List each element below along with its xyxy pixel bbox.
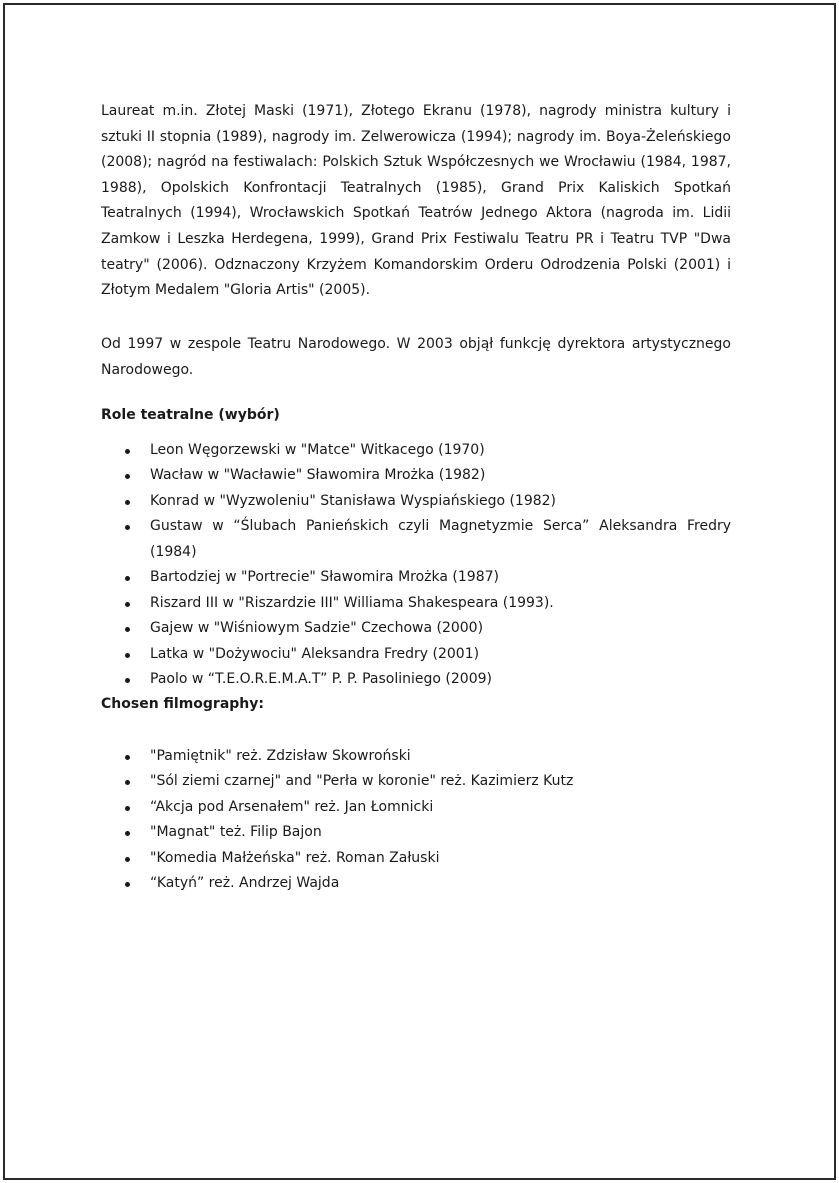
list-item: "Pamiętnik" reż. Zdzisław Skowroński xyxy=(101,744,731,770)
list-item: Paolo w “T.E.O.R.E.M.A.T” P. P. Pasoliniego (2009) xyxy=(101,667,731,693)
list-item: Gustaw w “Ślubach Panieńskich czyli Magnetyzmie Serca” Aleksandra Fredry (1984) xyxy=(101,514,731,565)
filmography-list xyxy=(101,744,731,897)
list-item: “Katyń” reż. Andrzej Wajda xyxy=(101,871,731,897)
list-item: “Akcja pod Arsenałem" reż. Jan Łomnicki xyxy=(101,795,731,821)
theatre-paragraph: Od 1997 w zespole Teatru Narodowego. W 2003 objął funkcję dyrektora artystycznego Narodowego. xyxy=(101,335,731,378)
list-item: "Magnat" też. Filip Bajon xyxy=(101,820,731,846)
list-item: Leon Węgorzewski w "Matce" Witkacego (1970) xyxy=(101,438,731,464)
bio-paragraph: Laureat m.in. Złotej Maski (1971), Złotego Ekranu (1978), nagrody ministra kultury i sztuki II stopnia (1989), nagrody im. Zelwerowicza (1994); nagrody im. Boya-Żeleńskiego (2008); nagród na festiwalach: Polskich Sztuk Współczesnych we Wrocławiu (1984, 1987, 1988), Opolskich Konfrontacji Teatralnych (1985), Grand Prix Kaliskich Spotkań Teatralnych (1994), Wrocławskich Spotkań Teatrów Jednego Aktora (nagroda im. Lidii Zamkow i Leszka Herdegena, 1999), Grand Prix Festiwalu Teatru PR i Teatru TVP "Dwa teatry" (2006). Odznaczony Krzyżem Komandorskim Orderu Odrodzenia Polski (2001) i Złotym Medalem "Gloria Artis" (2005). xyxy=(101,103,731,299)
list-item: "Sól ziemi czarnej" and "Perła w koronie" reż. Kazimierz Kutz xyxy=(101,769,731,795)
list-item: Bartodziej w "Portrecie" Sławomira Mrożka (1987) xyxy=(101,565,731,591)
list-item: Latka w "Dożywociu" Aleksandra Fredry (2001) xyxy=(101,642,731,668)
roles-list xyxy=(101,438,731,693)
list-item: Gajew w "Wiśniowym Sadzie" Czechowa (2000) xyxy=(101,616,731,642)
list-item: "Komedia Małżeńska" reż. Roman Załuski xyxy=(101,846,731,872)
roles-heading: Role teatralne (wybór) xyxy=(101,406,280,423)
list-item: Wacław w "Wacławie" Sławomira Mrożka (1982) xyxy=(101,463,731,489)
document-body xyxy=(101,99,731,897)
filmography-heading: Chosen filmography: xyxy=(101,695,264,712)
list-item: Konrad w "Wyzwoleniu" Stanisława Wyspiańskiego (1982) xyxy=(101,489,731,515)
list-item: Riszard III w "Riszardzie III" Williama Shakespeara (1993). xyxy=(101,591,731,617)
